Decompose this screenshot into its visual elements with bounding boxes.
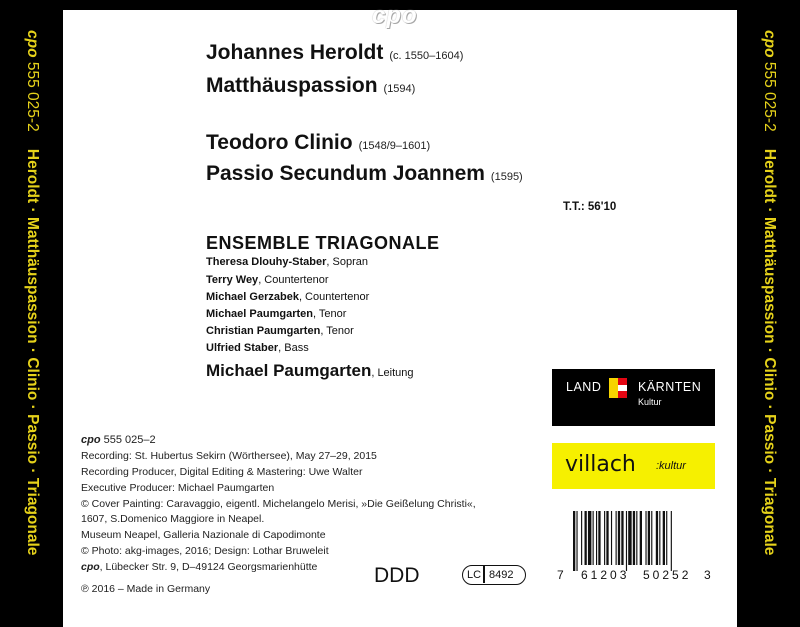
member-1-role: , Sopran (326, 256, 369, 268)
member-5-role: , Tenor (320, 325, 354, 337)
barcode-bar (611, 511, 612, 565)
credits-line-5: 1607, S.Domenico Maggiore in Neapel. (81, 513, 265, 525)
made-in-germany: ℗ 2016 – Made in Germany (81, 583, 211, 595)
composer-2-dates: (1548/9–1601) (358, 140, 431, 152)
barcode-bar (628, 511, 631, 565)
credits-line-6: Museum Neapel, Galleria Nazionale di Capodimonte (81, 529, 326, 541)
member-1 (206, 256, 368, 268)
barcode-bar (616, 511, 617, 565)
barcode-bar (573, 511, 575, 571)
barcode-left-digits: 61203 (581, 568, 630, 582)
work-2 (206, 162, 523, 186)
barcode-bar (663, 511, 665, 565)
member-4-role: , Tenor (312, 308, 347, 320)
barcode-bar (576, 511, 577, 571)
address-cpo-logo: cpo (81, 561, 100, 573)
credits-address (81, 561, 317, 573)
barcode-bar (651, 511, 652, 565)
spine-text (19, 30, 45, 610)
member-6-role: , Bass (278, 342, 309, 354)
barcode-right-digits: 50252 (643, 568, 692, 582)
spine-catalog-right: 555 025-2 (760, 61, 778, 132)
work-1-year: (1594) (383, 83, 416, 95)
conductor (206, 361, 414, 381)
member-5-name: Christian Paumgarten (206, 325, 321, 337)
credits-catalog-number: 555 025–2 (100, 434, 156, 446)
barcode-bar (671, 511, 672, 571)
work-2-year: (1595) (490, 171, 523, 183)
villach-wordmark: villach (565, 452, 636, 477)
spine-title: Heroldt · Matthäuspassion · Clinio · Passio · Triagonale (23, 148, 41, 556)
barcode-bar (656, 511, 658, 565)
left-spine (0, 0, 63, 627)
composer-1-dates: (c. 1550–1604) (389, 50, 464, 62)
member-6 (206, 342, 309, 354)
spine-catalog: 555 025-2 (23, 61, 41, 132)
member-4-name: Michael Paumgarten (206, 308, 313, 320)
ddd-format: DDD (374, 564, 420, 587)
conductor-name: Michael Paumgarten (206, 361, 372, 380)
credits-line-7: © Photo: akg-images, 2016; Design: Lothar Bruweleit (81, 545, 329, 557)
total-time: T.T.: 56'10 (563, 201, 617, 213)
conductor-role: , Leitung (371, 367, 414, 379)
barcode-bar (626, 511, 627, 571)
member-3-name: Michael Gerzabek (206, 291, 299, 303)
spine-cpo-logo-right: cpo (760, 30, 778, 58)
barcode-first-digit: 7 (557, 568, 564, 582)
member-3-role: , Countertenor (298, 291, 370, 303)
composer-1-name: Johannes Heroldt (206, 41, 384, 64)
work-1 (206, 74, 415, 98)
barcode-bar (659, 511, 660, 565)
karnten-flag-icon (609, 378, 627, 398)
lc-number: 8492 (489, 569, 514, 581)
villach-kultur-logo (552, 443, 715, 489)
barcode-bar (598, 511, 600, 565)
work-2-title: Passio Secundum Joannem (206, 162, 485, 185)
member-6-name: Ulfried Staber (206, 342, 279, 354)
spine-cpo-logo: cpo (23, 30, 41, 58)
member-2-role: , Countertenor (258, 274, 329, 286)
member-2-name: Terry Wey (206, 274, 259, 286)
credits-line-1: Recording: St. Hubertus Sekirn (Wörthersee), May 27–29, 2015 (81, 450, 377, 462)
karnten-name-text: KÄRNTEN (638, 380, 702, 394)
barcode-bar (588, 511, 591, 565)
villach-kultur-tag: :kultur (656, 460, 686, 472)
lc-divider (483, 566, 485, 583)
barcode-bar (640, 511, 642, 565)
barcode-bars (567, 511, 717, 571)
spine-text-right (756, 30, 782, 610)
barcode-bar (596, 511, 597, 565)
credits-line-4: © Cover Painting: Caravaggio, eigentl. Michelangelo Merisi, »Die Geißelung Christi«, (81, 498, 476, 510)
credits-cpo-logo: cpo (81, 434, 101, 446)
barcode-bar (581, 511, 582, 565)
barcode-bar (645, 511, 646, 565)
address-text: , Lübecker Str. 9, D–49124 Georgsmarienhütte (99, 561, 318, 573)
barcode-bar (593, 511, 594, 565)
barcode-bar (606, 511, 608, 565)
credits-catalog (81, 434, 156, 446)
composer-2 (206, 131, 430, 155)
barcode (557, 511, 717, 582)
member-3 (206, 291, 369, 303)
land-karnten-logo (552, 369, 715, 426)
label-code-badge (462, 565, 526, 585)
barcode-bar (621, 511, 623, 565)
composer-2-name: Teodoro Clinio (206, 131, 353, 154)
barcode-bar (618, 511, 620, 565)
barcode-bar (666, 511, 667, 565)
spine-title-right: Heroldt · Matthäuspassion · Clinio · Passio · Triagonale (760, 148, 778, 556)
barcode-bar (648, 511, 650, 565)
karnten-land-text: LAND (566, 380, 602, 394)
member-1-name: Theresa Dlouhy-Staber (206, 256, 327, 268)
barcode-last-digit: 3 (704, 568, 711, 582)
composer-1 (206, 41, 463, 65)
ensemble-name: ENSEMBLE TRIAGONALE (206, 233, 440, 253)
barcode-bar (636, 511, 637, 565)
member-4 (206, 308, 346, 320)
barcode-bar (604, 511, 605, 565)
barcode-bar (633, 511, 635, 565)
credits-line-2: Recording Producer, Digital Editing & Mastering: Uwe Walter (81, 466, 363, 478)
member-2 (206, 274, 329, 286)
cpo-logo: cpo (372, 2, 418, 29)
barcode-bar (585, 511, 587, 565)
right-spine (737, 0, 800, 627)
work-1-title: Matthäuspassion (206, 74, 378, 97)
lc-prefix: LC (467, 569, 482, 581)
karnten-kultur-text: Kultur (638, 397, 662, 407)
member-5 (206, 325, 354, 337)
credits-line-3: Executive Producer: Michael Paumgarten (81, 482, 275, 494)
